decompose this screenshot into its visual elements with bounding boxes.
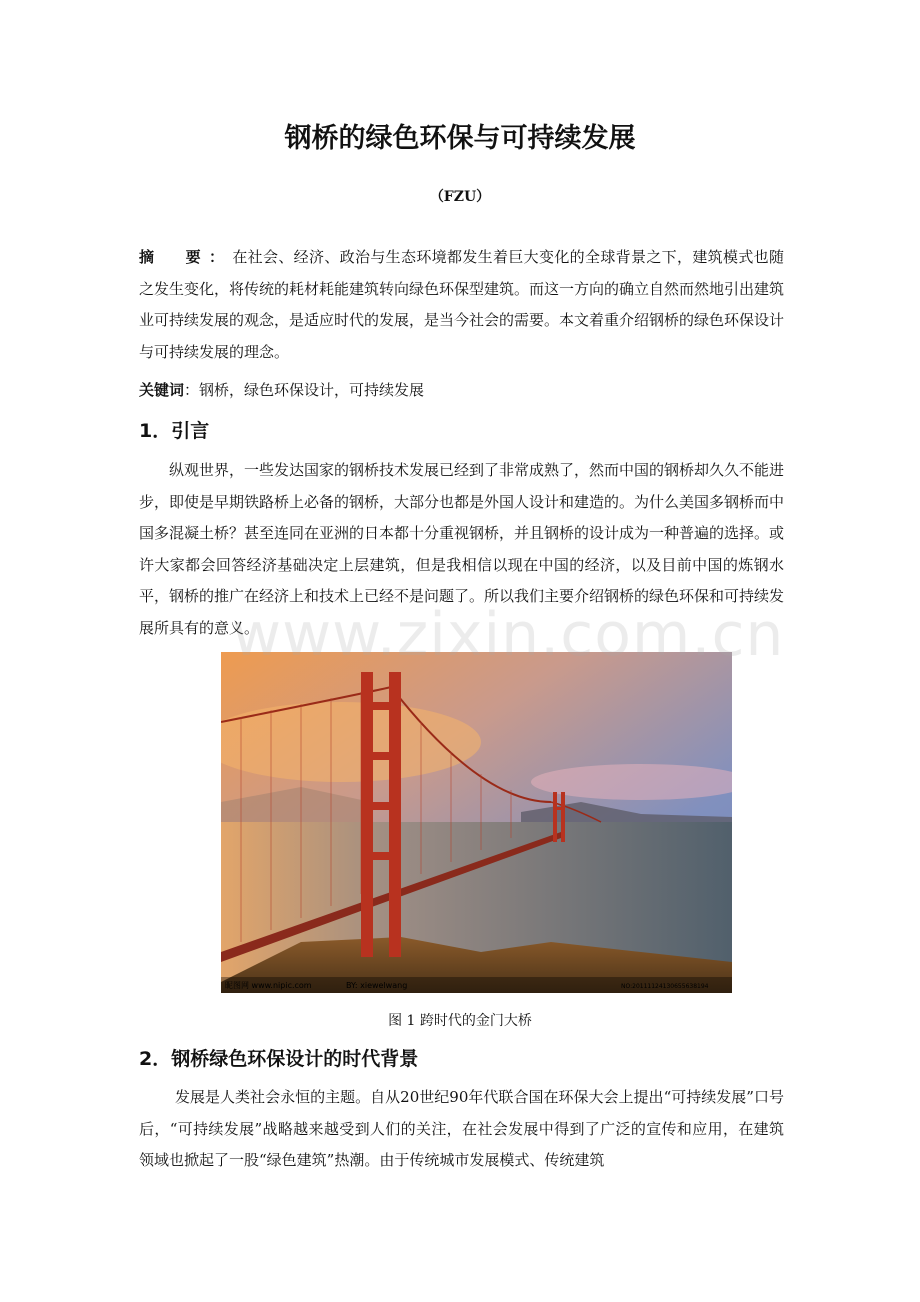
keywords-label: 关键词 [139, 381, 185, 399]
photo-watermark-author: BY: xiewelwang [346, 981, 408, 990]
golden-gate-bridge-photo [221, 652, 732, 993]
section-body-2: 发展是人类社会永恒的主题。自从20世纪90年代联合国在环保大会上提出“可持续发展”口号后，“可持续发展”战略越来越受到人们的关注，在社会发展中得到了广泛的宣传和应用，在建筑领域也掀起了一股“绿色建筑”热潮。由于传统城市发展模式、传统建筑 [139, 1088, 784, 1169]
page-watermark: www.zixin.com.cn [232, 600, 785, 670]
keywords [139, 375, 784, 407]
figure-caption: 图 1 跨时代的金门大桥 [388, 1013, 532, 1029]
photo-watermark-number: NO:20111124130655638194 [621, 983, 709, 990]
keywords-text: ：钢桥，绿色环保设计，可持续发展 [184, 381, 425, 399]
abstract [139, 242, 784, 368]
bridge-illustration [221, 652, 732, 993]
author-line: （FZU） [429, 189, 491, 205]
document-title: 钢桥的绿色环保与可持续发展 [284, 123, 636, 154]
abstract-label: 摘 要： [139, 248, 233, 266]
section-heading-1: 1．引言 [139, 420, 210, 442]
abstract-text: 在社会、经济、政治与生态环境都发生着巨大变化的全球背景之下，建筑模式也随之发生变化，将传统的耗材耗能建筑转向绿色环保型建筑。而这一方向的确立自然而然地引出建筑业可持续发展的观念，是适应时代的发展，是当今社会的需要。本文着重介绍钢桥的绿色环保设计与可持续发展的理念。 [139, 248, 785, 361]
section-heading-2: 2．钢桥绿色环保设计的时代背景 [139, 1048, 419, 1070]
section-body-1: 纵观世界，一些发达国家的钢桥技术发展已经到了非常成熟了，然而中国的钢桥却久久不能进步，即使是早期铁路桥上必备的钢桥，大部分也都是外国人设计和建造的。为什么美国多钢桥而中国多混凝土桥？甚至连同在亚洲的日本都十分重视钢桥，并且钢桥的设计成为一种普遍的选择。或许大家都会回答经济基础决定上层建筑，但是我相信以现在中国的经济，以及目前中国的炼钢水平，钢桥的推广在经济上和技术上已经不是问题了。所以我们主要介绍钢桥的绿色环保和可持续发展所具有的意义。 [139, 461, 785, 637]
photo-watermark-site: 昵图网 www.nipic.com [225, 981, 312, 990]
